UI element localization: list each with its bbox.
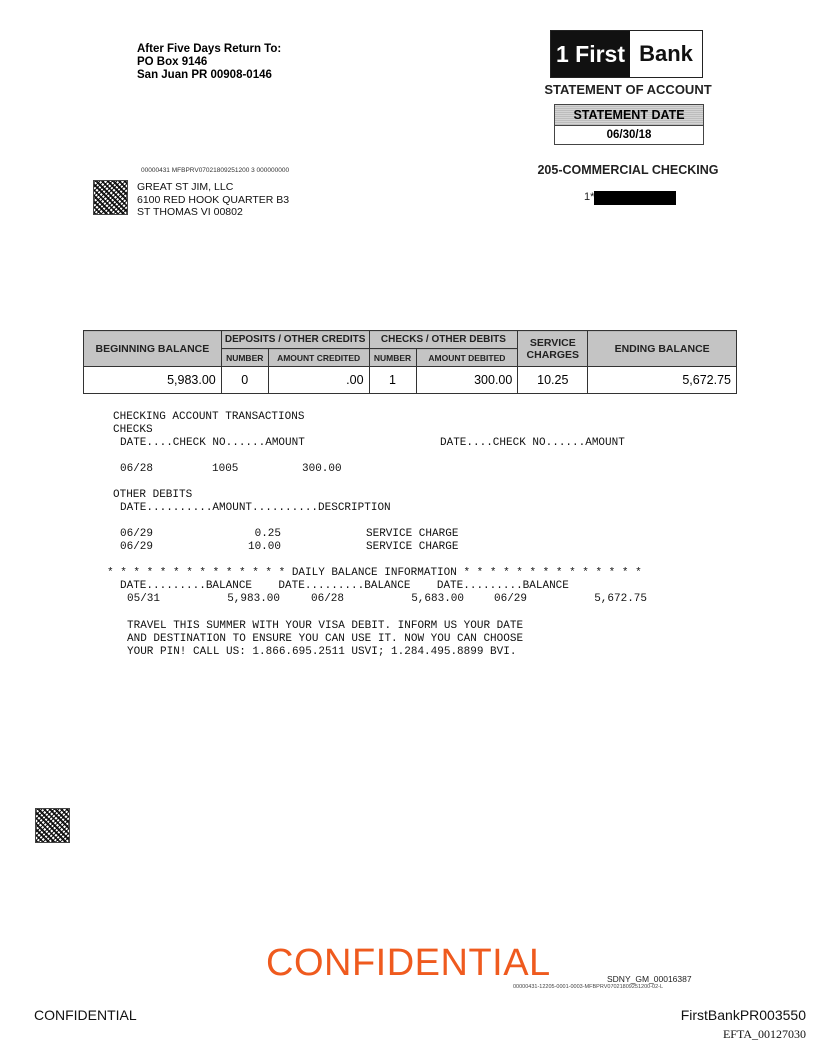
redaction-bar xyxy=(594,191,676,205)
deposits-amount-value: .00 xyxy=(268,367,369,394)
check-amount: 300.00 xyxy=(302,463,342,475)
bates-number: FirstBankPR003550 xyxy=(680,1007,806,1023)
checks-number-value: 1 xyxy=(369,367,416,394)
promo-message-line: YOUR PIN! CALL US: 1.866.695.2511 USVI; 1.284.495.8899 BVI. xyxy=(127,646,517,658)
daily-date: 06/28 xyxy=(311,593,345,605)
account-number-prefix: 1* xyxy=(584,191,595,203)
ending-balance-value: 5,672.75 xyxy=(588,367,737,394)
account-type: 205-COMMERCIAL CHECKING xyxy=(537,163,719,177)
customer-address xyxy=(137,181,289,219)
header-beginning-balance: BEGINNING BALANCE xyxy=(84,331,222,367)
customer-name: GREAT ST JIM, LLC xyxy=(137,181,234,193)
other-debits-header: DATE..........AMOUNT..........DESCRIPTION xyxy=(120,502,391,514)
header-service-charges xyxy=(518,331,588,367)
efta-number: EFTA_00127030 xyxy=(722,1027,806,1041)
promo-message-line: TRAVEL THIS SUMMER WITH YOUR VISA DEBIT. INFORM US YOUR DATE xyxy=(127,620,524,632)
header-service-line: SERVICE xyxy=(529,336,576,349)
debit-date: 06/29 xyxy=(120,528,154,540)
daily-balance-header: DATE.........BALANCE DATE.........BALANCE DATE.........BALANCE xyxy=(120,580,569,592)
customer-address-line: 6100 RED HOOK QUARTER B3 xyxy=(137,193,290,206)
header-service-line: CHARGES xyxy=(526,348,580,361)
daily-balance-banner: * * * * * * * * * * * * * * DAILY BALANCE INFORMATION * * * * * * * * * * * * * * xyxy=(107,567,642,579)
debit-description: SERVICE CHARGE xyxy=(366,528,459,540)
confidential-footer: CONFIDENTIAL xyxy=(34,1007,137,1023)
return-address-line: PO Box 9146 xyxy=(137,56,208,68)
return-address-line: After Five Days Return To: xyxy=(137,43,282,55)
beginning-balance-value: 5,983.00 xyxy=(84,367,222,394)
debit-date: 06/29 xyxy=(120,541,154,553)
return-address-line: San Juan PR 00908-0146 xyxy=(137,69,272,81)
debit-amount: 0.25 xyxy=(254,528,281,540)
logo-bank: Bank xyxy=(639,41,693,66)
sdny-bates: SDNY_GM_00016387 xyxy=(607,974,692,984)
statement-date-box xyxy=(554,104,704,145)
header-checks-number: NUMBER xyxy=(369,349,416,367)
return-address xyxy=(137,43,281,82)
check-number: 1005 xyxy=(212,463,239,475)
check-date: 06/28 xyxy=(120,463,154,475)
promo-message-line: AND DESTINATION TO ENSURE YOU CAN USE IT. NOW YOU CAN CHOOSE xyxy=(127,633,524,645)
daily-date: 06/29 xyxy=(494,593,528,605)
customer-address-line: ST THOMAS VI 00802 xyxy=(137,206,243,218)
daily-date: 05/31 xyxy=(127,593,161,605)
service-charges-value: 10.25 xyxy=(518,367,588,394)
barcode-icon xyxy=(93,180,128,215)
barcode-icon xyxy=(35,808,70,843)
account-summary-table xyxy=(83,330,737,394)
header-amount-credited: AMOUNT CREDITED xyxy=(268,349,369,367)
statement-date-label: STATEMENT DATE xyxy=(555,105,703,126)
header-deposits-number: NUMBER xyxy=(221,349,268,367)
bank-logo xyxy=(550,30,703,78)
header-ending-balance: ENDING BALANCE xyxy=(588,331,737,367)
other-debits-label: OTHER DEBITS xyxy=(113,489,193,501)
tiny-doc-code: 00000431-12205-0001-0003-MFBPRV07021809251200-02-L xyxy=(513,984,664,990)
header-amount-debited: AMOUNT DEBITED xyxy=(416,349,518,367)
deposits-number-value: 0 xyxy=(221,367,268,394)
statement-date-value: 06/30/18 xyxy=(606,129,652,141)
daily-balance: 5,983.00 xyxy=(227,593,280,605)
checks-label: CHECKS xyxy=(113,424,153,436)
checks-header-left: DATE....CHECK NO......AMOUNT xyxy=(120,437,305,449)
daily-balance: 5,672.75 xyxy=(594,593,647,605)
checks-amount-value: 300.00 xyxy=(416,367,518,394)
scan-line: 00000431 MFBPRV07021809251200 3 000000000 xyxy=(141,167,290,174)
logo-first: 1 First xyxy=(551,31,630,77)
checks-header-right: DATE....CHECK NO......AMOUNT xyxy=(440,437,625,449)
transactions-title: CHECKING ACCOUNT TRANSACTIONS xyxy=(113,411,305,423)
header-checks: CHECKS / OTHER DEBITS xyxy=(369,331,518,349)
daily-balance: 5,683.00 xyxy=(411,593,464,605)
header-deposits: DEPOSITS / OTHER CREDITS xyxy=(221,331,369,349)
statement-title: STATEMENT OF ACCOUNT xyxy=(544,82,712,97)
confidential-stamp: CONFIDENTIAL xyxy=(266,942,551,984)
debit-description: SERVICE CHARGE xyxy=(366,541,459,553)
debit-amount: 10.00 xyxy=(247,541,281,553)
